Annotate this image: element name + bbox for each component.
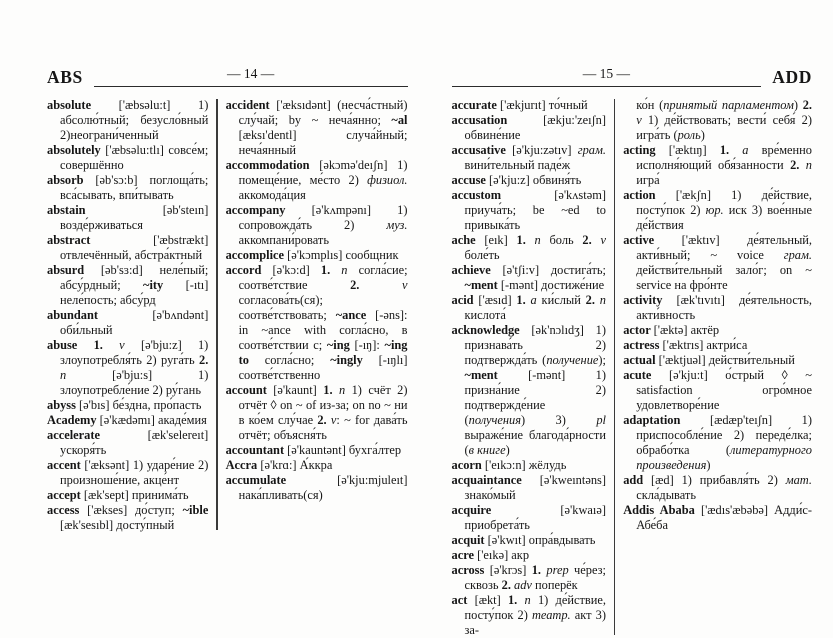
column-1: [47, 98, 208, 533]
entry-text: [-ıŋ]:: [354, 338, 385, 352]
entry-text: аккомода́ция: [238, 188, 306, 202]
entry-headword: ~ingly: [330, 353, 379, 367]
dictionary-entry: [47, 203, 208, 233]
entry-label-italic: v: [600, 233, 606, 247]
entry-text: кислота́: [464, 308, 506, 322]
entry-headword: 1.: [516, 293, 531, 307]
dictionary-entry: [623, 323, 812, 338]
entry-headword: ~ment: [464, 278, 501, 292]
dictionary-entry: [452, 533, 606, 548]
page-number-15: — 15 —: [582, 66, 631, 81]
dictionary-entry: [226, 458, 408, 473]
entry-headword: accept: [47, 488, 84, 502]
entry-text: согла́сие; соотве́тствие: [238, 263, 408, 292]
entry-headword: acre: [451, 548, 478, 562]
entry-label-italic: pl: [596, 413, 606, 427]
dictionary-entry: [452, 293, 606, 323]
dictionary-entry: [47, 488, 208, 503]
entry-label-italic: v: [119, 338, 141, 352]
entry-headword: ~ance: [335, 308, 376, 322]
entry-text: [ædæp'teıʃn] 1) приспособле́ние 2) переде́лка; обрабо́тка (: [636, 413, 813, 457]
entry-headword: 1.: [531, 563, 547, 577]
entry-text: [ə'kɔ:d]: [272, 263, 321, 277]
entry-text: [ə'kaunt]: [273, 383, 324, 397]
column-divider-left: [216, 99, 217, 530]
entry-text: [ə'kju:t] о́стрый ◊ ~ satisfaction огро́мное удовлетворе́ние: [636, 368, 812, 412]
entry-text: действи́тельный зало́г; on ~ service на фро́нте: [636, 263, 812, 292]
entry-headword: achieve: [451, 263, 503, 277]
entry-label-italic: n: [341, 263, 359, 277]
entry-text: [ə'tʃi:v] достига́ть;: [502, 263, 606, 277]
entry-text: [ə'kju:mjuleıt] нака́пливать(ся): [238, 473, 408, 502]
entry-headword: 1.: [507, 593, 525, 607]
entry-headword: absurd: [47, 263, 101, 277]
entry-label-italic: принятый парламентом: [663, 98, 794, 112]
entry-text: ['æsıd]: [478, 293, 517, 307]
entry-text: [ə'bʌndənt] оби́льный: [60, 308, 209, 337]
entry-label-italic: получения: [468, 413, 521, 427]
entry-headword: ~ment: [464, 368, 529, 382]
entry-text: ко́н (: [636, 98, 664, 112]
entry-text: [ə'kɔmplıs] сообщник: [287, 248, 399, 262]
entry-headword: abuse 1.: [47, 338, 120, 352]
dictionary-entry: [47, 143, 208, 173]
entry-text: [ə'krɔs]: [489, 563, 532, 577]
dictionary-entry: [452, 188, 606, 233]
dictionary-entry: [47, 173, 208, 203]
dictionary-entry: [452, 323, 606, 458]
entry-headword: 2.: [199, 353, 209, 367]
entry-text: ['ædıs'æbəbə] Адди́с-Абе́ба: [636, 503, 812, 532]
entry-text: [ək'nɔlıdʒ] 1) признава́ть 2) подтвержда́ть (: [464, 323, 606, 367]
entry-text: ['æksənt] 1) ударе́ние 2) произноше́ние, акце́нт: [60, 458, 209, 487]
entry-headword: acknowledge: [451, 323, 532, 337]
dictionary-entry: [452, 458, 606, 473]
entry-headword: account: [225, 383, 274, 397]
entry-headword: 1.: [320, 263, 342, 277]
entry-label-italic: prep: [546, 563, 575, 577]
entry-headword: absolute: [47, 98, 119, 112]
dictionary-entry: [47, 98, 208, 143]
entry-text: иск 3) вое́нные де́йствия: [636, 203, 812, 232]
entry-label-italic: мат.: [785, 473, 812, 487]
entry-headword: ~al: [391, 113, 408, 127]
entry-headword: accommodation: [225, 158, 320, 172]
dictionary-entry: [623, 338, 812, 353]
entry-text: [-mənt] достиже́ние: [500, 278, 605, 292]
entry-label-italic: n: [599, 293, 606, 307]
entry-text: [ə'bju:s] 1) злоупотребле́ние 2) ру́гань: [60, 368, 209, 397]
dictionary-entry: [623, 293, 812, 323]
entry-headword: adaptation: [623, 413, 710, 427]
entry-headword: Accra: [225, 458, 261, 472]
entry-text: [əkɔmə'deıʃn] 1) помеще́ние, ме́сто 2): [238, 158, 408, 187]
dictionary-entry: [623, 413, 812, 473]
entry-text: [ækju:'zeıʃn] обвине́ние: [464, 113, 606, 142]
entry-text: ['æktrıs] актри́са: [662, 338, 748, 352]
entry-text: [æk'sesıbl] досту́пный: [60, 518, 175, 532]
entry-label-italic: в книге: [468, 443, 506, 457]
entry-headword: 2.: [317, 413, 331, 427]
entry-text: [æd] 1) прибавля́ть 2): [651, 473, 786, 487]
entry-headword: 1.: [516, 233, 535, 247]
page-number-14: — 14 —: [227, 66, 275, 81]
entry-headword: acquit: [451, 533, 488, 547]
dictionary-entry: [226, 443, 408, 458]
entry-label-italic: v: [636, 113, 648, 127]
dictionary-entry: [452, 233, 606, 263]
entry-label-italic: n: [60, 368, 113, 382]
entry-text: ['æktə] актёр: [653, 323, 720, 337]
entry-label-italic: v: [402, 278, 408, 292]
entry-text: че́рез; сквозь: [464, 563, 606, 592]
entry-text: [-ıtı] неле́пость; абсу́рд: [60, 278, 209, 307]
entry-label-italic: театр.: [531, 608, 575, 622]
entry-text: : ~ for дава́ть отчёт; объясня́ть: [238, 413, 408, 442]
entry-text: вре́менно исполня́ющий обя́занности: [636, 143, 812, 172]
entry-headword: accelerate: [47, 428, 148, 442]
entry-text: );: [598, 353, 606, 367]
left-page-header: [47, 57, 408, 87]
entry-text: [ə'bju:z] 1) злоупотребля́ть 2) руга́ть: [60, 338, 209, 367]
dictionary-entry: [47, 398, 208, 413]
entry-headword: accurate: [451, 98, 501, 112]
entry-text: ['æksıdənt] (несча́стный) слу́чай; by ~ неча́янно;: [238, 98, 408, 127]
dictionary-entry: [452, 113, 606, 143]
entry-text: ['eıkɔ:n] жёлудь: [484, 458, 567, 472]
entry-text: ['æbsəlu:t] 1) абсолю́тный; безусло́вный 2)неограни́ченный: [60, 98, 209, 142]
dictionary-entry: [452, 563, 606, 593]
entry-text: [-əns]: in ~ance with согла́сно, в соотве́тствии с;: [238, 308, 408, 352]
entry-label-italic: n: [805, 158, 812, 172]
dictionary-entry: [623, 353, 812, 368]
entry-headword: abstain: [47, 203, 163, 217]
entry-headword: action: [623, 188, 676, 202]
entry-text: [ə'kwıt] опра́вдывать: [487, 533, 596, 547]
entry-label-italic: муз.: [386, 218, 408, 232]
entry-text: [ə'kju:z] обвиня́ть: [489, 173, 582, 187]
entry-headword: accomplice: [225, 248, 288, 262]
entry-text: [æk'sept] принима́ть: [83, 488, 189, 502]
entry-text: [æksı'dentl] случа́йный; неча́янный: [238, 128, 408, 157]
entry-label-italic: n: [524, 593, 538, 607]
dictionary-entry: [47, 458, 208, 488]
entry-text: ['ækʃn] 1) де́йствие, посту́пок 2): [636, 188, 812, 217]
entry-label-italic: физиол.: [367, 173, 408, 187]
dictionary-entry: [47, 263, 208, 308]
entry-headword: acting: [623, 143, 669, 157]
entry-text: скла́дывать: [636, 488, 696, 502]
entry-label-italic: грам.: [783, 248, 812, 262]
entry-label-italic: получение: [546, 353, 599, 367]
entry-text: ['æktjuəl] действи́тельный: [658, 353, 795, 367]
entry-headword: accuse: [451, 173, 490, 187]
entry-text: 1) счёт 2) отчёт ◊ on ~ of из-за; on no ~ ни в ко́ем слу́чае: [238, 383, 408, 427]
entry-headword: abundant: [47, 308, 153, 322]
dictionary-entry: [226, 248, 408, 263]
dictionary-entry: [623, 368, 812, 413]
entry-text: поперёк: [535, 578, 578, 592]
entry-headword: absolutely: [47, 143, 106, 157]
guide-word-abs: ABS: [47, 66, 83, 87]
entry-text: акт 3) за-: [464, 608, 606, 637]
entry-text: согласова́ть(ся); соотве́тствовать;: [238, 293, 336, 322]
dictionary-entry: [452, 548, 606, 563]
entry-text: [ækt]: [474, 593, 508, 607]
entry-headword: acid: [451, 293, 479, 307]
entry-headword: 2.: [501, 578, 515, 592]
dictionary-entry: [226, 263, 408, 383]
dictionary-entry: [452, 173, 606, 188]
entry-label-italic: a: [742, 143, 762, 157]
entry-headword: accusative: [451, 143, 513, 157]
entry-headword: 2.: [802, 98, 812, 112]
dictionary-entry: [623, 473, 812, 503]
entry-text: [əb'sɔ:b] поглоща́ть; вса́сывать, впи́тывать: [60, 173, 209, 202]
entry-text: [əb'sɜ:d] неле́пый; абсу́рдный;: [60, 263, 209, 292]
entry-headword: abstract: [47, 233, 154, 247]
entry-headword: ~ing to: [238, 338, 408, 367]
entry-headword: ~ing: [326, 338, 355, 352]
entry-text: аккомпани́ровать: [238, 233, 329, 247]
entry-headword: 1.: [323, 383, 339, 397]
entry-headword: acquaintance: [451, 473, 540, 487]
entry-headword: accustom: [451, 188, 555, 202]
dictionary-entry: [47, 413, 208, 428]
dictionary-entry: [47, 503, 208, 533]
entry-headword: 1.: [719, 143, 743, 157]
dictionary-entry: [47, 338, 208, 398]
entry-text: игра́: [636, 173, 660, 187]
dictionary-entry: [623, 143, 812, 188]
entry-text: боль: [549, 233, 583, 247]
entry-headword: accident: [225, 98, 277, 112]
entry-headword: actor: [623, 323, 654, 337]
dictionary-entry: [623, 233, 812, 293]
entry-headword: ~ible: [182, 503, 209, 517]
entry-text: [ə'kju:zətıv]: [512, 143, 578, 157]
entry-headword: add: [623, 473, 652, 487]
entry-text: ['ækses] до́ступ;: [87, 503, 183, 517]
entry-text: [ə'kʌstəm] приуча́ть; be ~ed to привыка́ть: [464, 188, 606, 232]
entry-text: ['æktıŋ]: [668, 143, 720, 157]
guide-word-add: ADD: [772, 66, 812, 87]
entry-headword: Addis Ababa: [623, 503, 701, 517]
dictionary-entry: [226, 473, 408, 503]
entry-label-italic: a: [530, 293, 542, 307]
entry-text: [ə'kwaıə] приобрета́ть: [464, 503, 606, 532]
dictionary-entry: [452, 143, 606, 173]
entry-text: ['eıkə] акр: [477, 548, 530, 562]
column-divider-right: [614, 99, 615, 635]
entry-headword: actress: [623, 338, 663, 352]
entry-headword: accusation: [451, 113, 544, 127]
entry-text: [eık]: [484, 233, 517, 247]
entry-headword: accent: [47, 458, 85, 472]
entry-text: согла́сно;: [264, 353, 331, 367]
column-2: [226, 98, 408, 533]
entry-text: [əb'steın] возде́рживаться: [60, 203, 209, 232]
right-page-header: [452, 57, 813, 87]
dictionary-entry: [452, 98, 606, 113]
dictionary-entry: [226, 98, 408, 158]
entry-text: [ə'kʌmpənı] 1) сопровожда́ть 2): [238, 203, 408, 232]
entry-headword: 2.: [790, 158, 806, 172]
entry-headword: accumulate: [225, 473, 338, 487]
entry-headword: Academy: [47, 413, 100, 427]
entry-text: [æk'selereıt] ускоря́ть: [60, 428, 209, 457]
entry-headword: 2.: [582, 233, 601, 247]
column-4: [623, 98, 812, 638]
entry-label-italic: n: [338, 383, 352, 397]
dictionary-entry: [226, 383, 408, 443]
entry-text: [ə'krɑ:] А́ккра: [260, 458, 333, 472]
dictionary-entry: [623, 503, 812, 533]
entry-headword: accompany: [225, 203, 312, 217]
entry-text: [ə'kauntənt] бухга́лтер: [287, 443, 402, 457]
entry-headword: abyss: [47, 398, 80, 412]
right-page-columns: [452, 98, 813, 638]
dictionary-entry: [226, 158, 408, 203]
entry-text: ): [505, 443, 510, 457]
left-page-columns: [47, 98, 408, 533]
dictionary-entry: [47, 308, 208, 338]
entry-text: ['æbsəlu:tlı] совсе́м; совершённо: [60, 143, 209, 172]
entry-text: [-mənt] 1) призна́ние 2) подтвержде́ние (: [464, 368, 606, 427]
entry-label-italic: грам.: [577, 143, 606, 157]
dictionary-entry: [47, 428, 208, 458]
entry-label-italic: юр.: [705, 203, 729, 217]
entry-label-italic: adv: [514, 578, 536, 592]
entry-headword: ache: [451, 233, 485, 247]
dictionary-entry: [452, 263, 606, 293]
entry-text: 1) де́йствовать; вести́ себя́ 2) игра́ть (: [636, 113, 812, 142]
entry-headword: act: [451, 593, 475, 607]
entry-headword: actual: [623, 353, 659, 367]
entry-text: 1) де́йствие, посту́пок 2): [464, 593, 606, 622]
entry-text: [ə'bıs] бе́здна, про́пасть: [79, 398, 202, 412]
entry-label-italic: литературного произведения: [636, 443, 812, 472]
header-rule-left: [94, 56, 408, 87]
dictionary-entry: [452, 593, 606, 638]
entry-headword: 2.: [350, 278, 402, 292]
dictionary-entry: [623, 98, 812, 143]
dictionary-entry: [47, 233, 208, 263]
entry-text: ) 3): [520, 413, 597, 427]
entry-text: [ə'kædəmı] акаде́мия: [99, 413, 207, 427]
entry-headword: acorn: [451, 458, 485, 472]
entry-headword: acquire: [451, 503, 561, 517]
entry-headword: access: [47, 503, 88, 517]
entry-text: ): [706, 458, 711, 472]
entry-headword: activity: [623, 293, 677, 307]
header-rule-right: [452, 56, 762, 87]
dictionary-entry: [452, 473, 606, 503]
entry-label-italic: роль: [677, 128, 701, 142]
entry-headword: acute: [623, 368, 669, 382]
entry-text: вини́тельный паде́ж: [464, 158, 571, 172]
left-page: [47, 57, 408, 638]
right-page: [452, 57, 813, 638]
entry-text: выраже́ние благода́рности (: [464, 428, 606, 457]
entry-headword: accord: [225, 263, 273, 277]
column-3: [452, 98, 606, 638]
entry-text: ): [700, 128, 705, 142]
entry-text: ['ækjurıt] то́чный: [500, 98, 588, 112]
entry-text: ки́слый: [541, 293, 586, 307]
entry-headword: 2.: [585, 293, 600, 307]
entry-headword: ~ity: [143, 278, 186, 292]
entry-label-italic: v: [330, 413, 337, 427]
dictionary-entry: [452, 503, 606, 533]
entry-text: боле́ть: [464, 248, 500, 262]
entry-text: [æk'tıvıtı] де́ятельность, акти́вность: [636, 293, 812, 322]
dictionary-entry: [623, 188, 812, 233]
entry-text: ): [793, 98, 803, 112]
entry-text: ['æbstrækt] отвлечённый, абстра́ктный: [60, 233, 209, 262]
entry-text: ['æktıv] де́ятельный, акти́вный; ~ voice: [636, 233, 813, 262]
entry-headword: active: [623, 233, 682, 247]
entry-headword: accountant: [225, 443, 288, 457]
entry-text: [-ıŋlı] соотве́тственно: [238, 353, 408, 382]
entry-text: [ə'kweıntəns] знако́мый: [464, 473, 606, 502]
entry-headword: absorb: [47, 173, 96, 187]
dictionary-entry: [226, 203, 408, 248]
entry-headword: across: [451, 563, 490, 577]
entry-label-italic: n: [534, 233, 550, 247]
